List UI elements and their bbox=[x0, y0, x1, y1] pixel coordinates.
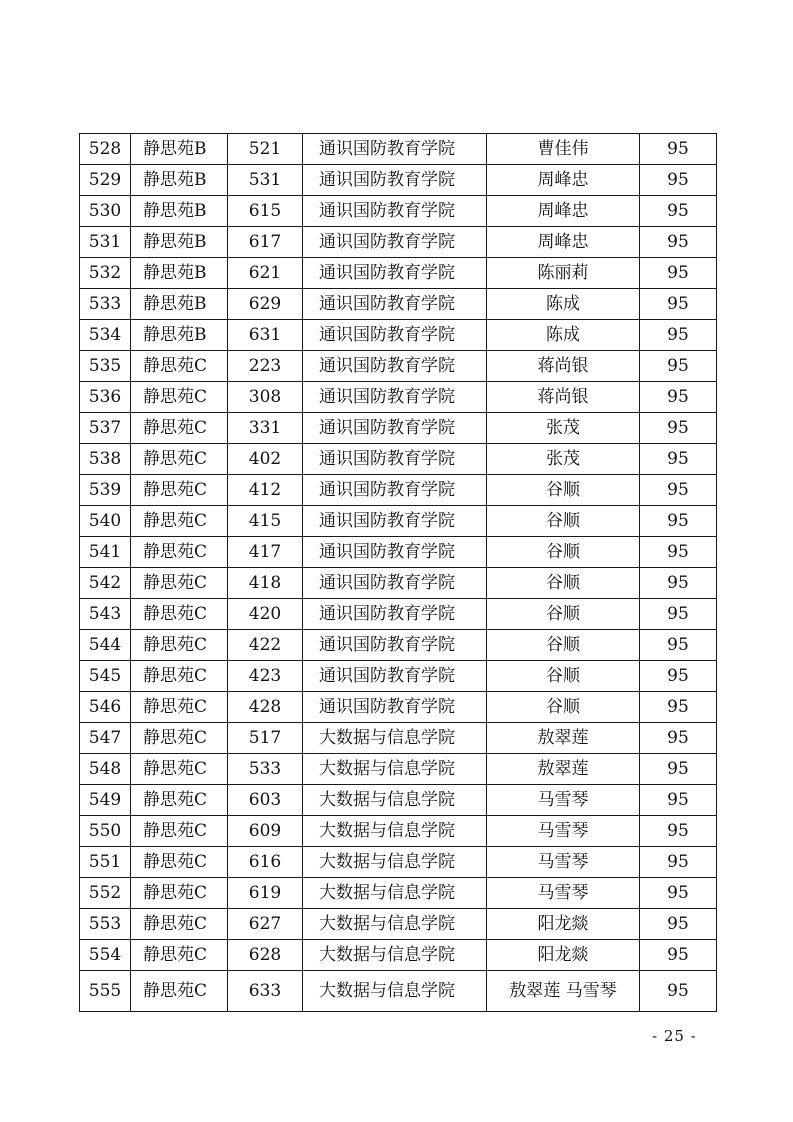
room-number-cell: 331 bbox=[228, 413, 303, 444]
row-index-cell: 538 bbox=[80, 444, 131, 475]
college-cell: 通识国防教育学院 bbox=[303, 661, 487, 692]
building-cell: 静思苑C bbox=[131, 971, 228, 1012]
score-cell: 95 bbox=[640, 227, 717, 258]
room-number-cell: 603 bbox=[228, 785, 303, 816]
room-number-cell: 223 bbox=[228, 351, 303, 382]
responsible-person-cell: 谷顺 bbox=[487, 506, 640, 537]
responsible-person-cell: 陈成 bbox=[487, 320, 640, 351]
dormitory-score-table-container bbox=[79, 133, 716, 1012]
building-cell: 静思苑C bbox=[131, 785, 228, 816]
college-cell: 通识国防教育学院 bbox=[303, 537, 487, 568]
responsible-person-cell: 谷顺 bbox=[487, 537, 640, 568]
room-number-cell: 415 bbox=[228, 506, 303, 537]
row-index-cell: 529 bbox=[80, 165, 131, 196]
responsible-person-cell: 敖翠莲 马雪琴 bbox=[487, 971, 640, 1012]
building-cell: 静思苑C bbox=[131, 351, 228, 382]
score-cell: 95 bbox=[640, 568, 717, 599]
row-index-cell: 551 bbox=[80, 847, 131, 878]
building-cell: 静思苑B bbox=[131, 320, 228, 351]
college-cell: 通识国防教育学院 bbox=[303, 630, 487, 661]
responsible-person-cell: 敖翠莲 bbox=[487, 723, 640, 754]
room-number-cell: 422 bbox=[228, 630, 303, 661]
building-cell: 静思苑B bbox=[131, 258, 228, 289]
building-cell: 静思苑C bbox=[131, 754, 228, 785]
college-cell: 通识国防教育学院 bbox=[303, 692, 487, 723]
row-index-cell: 553 bbox=[80, 909, 131, 940]
row-index-cell: 536 bbox=[80, 382, 131, 413]
building-cell: 静思苑B bbox=[131, 134, 228, 165]
table-row bbox=[80, 413, 717, 444]
table-row bbox=[80, 382, 717, 413]
table-row bbox=[80, 165, 717, 196]
building-cell: 静思苑C bbox=[131, 847, 228, 878]
room-number-cell: 412 bbox=[228, 475, 303, 506]
score-cell: 95 bbox=[640, 506, 717, 537]
responsible-person-cell: 谷顺 bbox=[487, 599, 640, 630]
responsible-person-cell: 马雪琴 bbox=[487, 785, 640, 816]
table-row bbox=[80, 289, 717, 320]
score-cell: 95 bbox=[640, 289, 717, 320]
responsible-person-cell: 马雪琴 bbox=[487, 878, 640, 909]
building-cell: 静思苑B bbox=[131, 196, 228, 227]
building-cell: 静思苑C bbox=[131, 506, 228, 537]
table-row bbox=[80, 537, 717, 568]
score-cell: 95 bbox=[640, 413, 717, 444]
table-row bbox=[80, 785, 717, 816]
page-number: - 25 - bbox=[652, 1027, 697, 1045]
room-number-cell: 615 bbox=[228, 196, 303, 227]
row-index-cell: 541 bbox=[80, 537, 131, 568]
room-number-cell: 533 bbox=[228, 754, 303, 785]
table-row bbox=[80, 692, 717, 723]
responsible-person-cell: 马雪琴 bbox=[487, 816, 640, 847]
score-cell: 95 bbox=[640, 785, 717, 816]
row-index-cell: 533 bbox=[80, 289, 131, 320]
responsible-person-cell: 马雪琴 bbox=[487, 847, 640, 878]
room-number-cell: 633 bbox=[228, 971, 303, 1012]
room-number-cell: 517 bbox=[228, 723, 303, 754]
responsible-person-cell: 谷顺 bbox=[487, 630, 640, 661]
building-cell: 静思苑C bbox=[131, 940, 228, 971]
table-row bbox=[80, 599, 717, 630]
table-row bbox=[80, 847, 717, 878]
building-cell: 静思苑C bbox=[131, 723, 228, 754]
room-number-cell: 619 bbox=[228, 878, 303, 909]
room-number-cell: 609 bbox=[228, 816, 303, 847]
college-cell: 大数据与信息学院 bbox=[303, 723, 487, 754]
row-index-cell: 547 bbox=[80, 723, 131, 754]
table-row bbox=[80, 816, 717, 847]
college-cell: 大数据与信息学院 bbox=[303, 909, 487, 940]
score-cell: 95 bbox=[640, 475, 717, 506]
score-cell: 95 bbox=[640, 847, 717, 878]
table-row bbox=[80, 320, 717, 351]
building-cell: 静思苑B bbox=[131, 289, 228, 320]
college-cell: 通识国防教育学院 bbox=[303, 599, 487, 630]
building-cell: 静思苑C bbox=[131, 599, 228, 630]
responsible-person-cell: 谷顺 bbox=[487, 568, 640, 599]
college-cell: 通识国防教育学院 bbox=[303, 258, 487, 289]
row-index-cell: 528 bbox=[80, 134, 131, 165]
row-index-cell: 546 bbox=[80, 692, 131, 723]
row-index-cell: 537 bbox=[80, 413, 131, 444]
score-cell: 95 bbox=[640, 351, 717, 382]
row-index-cell: 540 bbox=[80, 506, 131, 537]
responsible-person-cell: 陈丽莉 bbox=[487, 258, 640, 289]
room-number-cell: 531 bbox=[228, 165, 303, 196]
room-number-cell: 402 bbox=[228, 444, 303, 475]
score-cell: 95 bbox=[640, 661, 717, 692]
room-number-cell: 308 bbox=[228, 382, 303, 413]
room-number-cell: 629 bbox=[228, 289, 303, 320]
college-cell: 通识国防教育学院 bbox=[303, 413, 487, 444]
row-index-cell: 531 bbox=[80, 227, 131, 258]
score-cell: 95 bbox=[640, 630, 717, 661]
responsible-person-cell: 周峰忠 bbox=[487, 227, 640, 258]
table-row bbox=[80, 444, 717, 475]
score-cell: 95 bbox=[640, 258, 717, 289]
table-row bbox=[80, 351, 717, 382]
college-cell: 大数据与信息学院 bbox=[303, 878, 487, 909]
college-cell: 通识国防教育学院 bbox=[303, 289, 487, 320]
responsible-person-cell: 周峰忠 bbox=[487, 196, 640, 227]
row-index-cell: 532 bbox=[80, 258, 131, 289]
responsible-person-cell: 阳龙燚 bbox=[487, 909, 640, 940]
college-cell: 大数据与信息学院 bbox=[303, 847, 487, 878]
responsible-person-cell: 谷顺 bbox=[487, 661, 640, 692]
college-cell: 通识国防教育学院 bbox=[303, 227, 487, 258]
building-cell: 静思苑C bbox=[131, 475, 228, 506]
college-cell: 通识国防教育学院 bbox=[303, 134, 487, 165]
row-index-cell: 544 bbox=[80, 630, 131, 661]
row-index-cell: 534 bbox=[80, 320, 131, 351]
score-cell: 95 bbox=[640, 599, 717, 630]
room-number-cell: 628 bbox=[228, 940, 303, 971]
building-cell: 静思苑C bbox=[131, 444, 228, 475]
building-cell: 静思苑C bbox=[131, 630, 228, 661]
college-cell: 通识国防教育学院 bbox=[303, 475, 487, 506]
row-index-cell: 554 bbox=[80, 940, 131, 971]
score-cell: 95 bbox=[640, 878, 717, 909]
row-index-cell: 530 bbox=[80, 196, 131, 227]
score-cell: 95 bbox=[640, 723, 717, 754]
building-cell: 静思苑C bbox=[131, 661, 228, 692]
responsible-person-cell: 陈成 bbox=[487, 289, 640, 320]
score-cell: 95 bbox=[640, 165, 717, 196]
building-cell: 静思苑C bbox=[131, 816, 228, 847]
row-index-cell: 542 bbox=[80, 568, 131, 599]
table-row bbox=[80, 568, 717, 599]
room-number-cell: 428 bbox=[228, 692, 303, 723]
responsible-person-cell: 谷顺 bbox=[487, 692, 640, 723]
room-number-cell: 521 bbox=[228, 134, 303, 165]
building-cell: 静思苑C bbox=[131, 568, 228, 599]
college-cell: 通识国防教育学院 bbox=[303, 196, 487, 227]
score-cell: 95 bbox=[640, 971, 717, 1012]
table-row bbox=[80, 940, 717, 971]
college-cell: 通识国防教育学院 bbox=[303, 382, 487, 413]
responsible-person-cell: 周峰忠 bbox=[487, 165, 640, 196]
table-row bbox=[80, 754, 717, 785]
room-number-cell: 627 bbox=[228, 909, 303, 940]
college-cell: 通识国防教育学院 bbox=[303, 165, 487, 196]
building-cell: 静思苑C bbox=[131, 413, 228, 444]
college-cell: 通识国防教育学院 bbox=[303, 444, 487, 475]
table-row bbox=[80, 723, 717, 754]
table-row bbox=[80, 258, 717, 289]
building-cell: 静思苑C bbox=[131, 382, 228, 413]
room-number-cell: 617 bbox=[228, 227, 303, 258]
table-body bbox=[80, 134, 717, 1012]
score-cell: 95 bbox=[640, 692, 717, 723]
room-number-cell: 420 bbox=[228, 599, 303, 630]
row-index-cell: 539 bbox=[80, 475, 131, 506]
score-cell: 95 bbox=[640, 320, 717, 351]
college-cell: 通识国防教育学院 bbox=[303, 320, 487, 351]
table-row bbox=[80, 227, 717, 258]
room-number-cell: 423 bbox=[228, 661, 303, 692]
college-cell: 通识国防教育学院 bbox=[303, 506, 487, 537]
college-cell: 大数据与信息学院 bbox=[303, 940, 487, 971]
table-row bbox=[80, 661, 717, 692]
table-row bbox=[80, 196, 717, 227]
score-cell: 95 bbox=[640, 196, 717, 227]
responsible-person-cell: 敖翠莲 bbox=[487, 754, 640, 785]
score-cell: 95 bbox=[640, 134, 717, 165]
room-number-cell: 631 bbox=[228, 320, 303, 351]
row-index-cell: 549 bbox=[80, 785, 131, 816]
responsible-person-cell: 蒋尚银 bbox=[487, 382, 640, 413]
college-cell: 大数据与信息学院 bbox=[303, 816, 487, 847]
responsible-person-cell: 张茂 bbox=[487, 413, 640, 444]
table-row bbox=[80, 134, 717, 165]
building-cell: 静思苑C bbox=[131, 878, 228, 909]
row-index-cell: 555 bbox=[80, 971, 131, 1012]
room-number-cell: 418 bbox=[228, 568, 303, 599]
row-index-cell: 552 bbox=[80, 878, 131, 909]
table-row bbox=[80, 475, 717, 506]
row-index-cell: 535 bbox=[80, 351, 131, 382]
table-row bbox=[80, 878, 717, 909]
room-number-cell: 417 bbox=[228, 537, 303, 568]
college-cell: 通识国防教育学院 bbox=[303, 568, 487, 599]
table-row bbox=[80, 971, 717, 1012]
score-cell: 95 bbox=[640, 382, 717, 413]
college-cell: 大数据与信息学院 bbox=[303, 754, 487, 785]
table-row bbox=[80, 909, 717, 940]
room-number-cell: 616 bbox=[228, 847, 303, 878]
score-cell: 95 bbox=[640, 940, 717, 971]
score-cell: 95 bbox=[640, 816, 717, 847]
table-row bbox=[80, 506, 717, 537]
responsible-person-cell: 张茂 bbox=[487, 444, 640, 475]
score-cell: 95 bbox=[640, 537, 717, 568]
college-cell: 通识国防教育学院 bbox=[303, 351, 487, 382]
building-cell: 静思苑B bbox=[131, 227, 228, 258]
row-index-cell: 545 bbox=[80, 661, 131, 692]
row-index-cell: 550 bbox=[80, 816, 131, 847]
responsible-person-cell: 蒋尚银 bbox=[487, 351, 640, 382]
building-cell: 静思苑C bbox=[131, 692, 228, 723]
row-index-cell: 548 bbox=[80, 754, 131, 785]
building-cell: 静思苑B bbox=[131, 165, 228, 196]
score-cell: 95 bbox=[640, 754, 717, 785]
score-cell: 95 bbox=[640, 909, 717, 940]
score-cell: 95 bbox=[640, 444, 717, 475]
row-index-cell: 543 bbox=[80, 599, 131, 630]
room-number-cell: 621 bbox=[228, 258, 303, 289]
responsible-person-cell: 谷顺 bbox=[487, 475, 640, 506]
responsible-person-cell: 阳龙燚 bbox=[487, 940, 640, 971]
college-cell: 大数据与信息学院 bbox=[303, 971, 487, 1012]
responsible-person-cell: 曹佳伟 bbox=[487, 134, 640, 165]
table-row bbox=[80, 630, 717, 661]
building-cell: 静思苑C bbox=[131, 537, 228, 568]
college-cell: 大数据与信息学院 bbox=[303, 785, 487, 816]
dormitory-score-table bbox=[79, 133, 717, 1012]
building-cell: 静思苑C bbox=[131, 909, 228, 940]
